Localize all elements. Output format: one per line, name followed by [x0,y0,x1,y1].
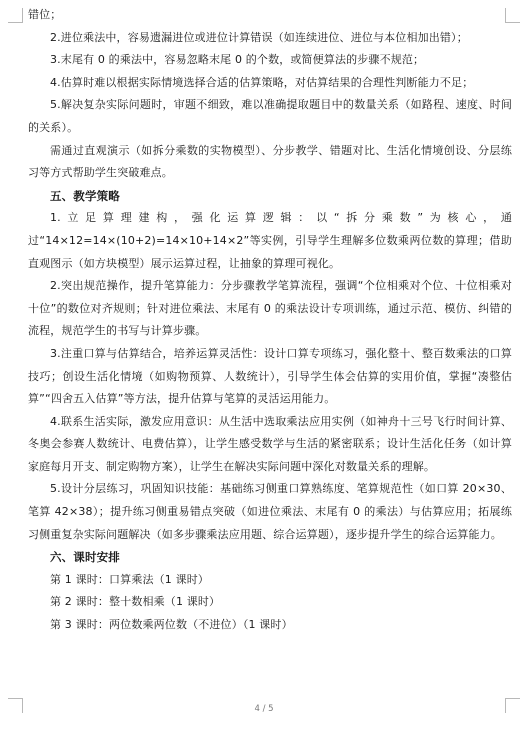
paragraph: 错位； [28,8,62,21]
paragraph: 4.联系生活实际，激发应用意识：从生活中选取乘法应用实例（如神舟十三号飞行时间计算、冬奥会参赛人数统计、电费估算），让学生感受数学与生活的紧密联系；设计生活化任务（如计算家庭每月开支、制定购物方案），让学生在解决实际问题中深化对数量关系的理解。 [28,414,512,473]
paragraph: 4.估算时难以根据实际情境选择合适的估算策略，对估算结果的合理性判断能力不足； [50,75,474,89]
paragraph: 第 1 课时：口算乘法（1 课时） [50,572,210,586]
paragraph: 2.进位乘法中，容易遗漏进位或进位计算错误（如连续进位、进位与本位相加出错）； [50,30,468,44]
section-heading: 六、课时安排 [50,550,120,565]
page-number: 4 / 5 [254,704,274,714]
paragraph: 2.突出规范操作，提升笔算能力：分步骤教学笔算流程，强调“个位相乘对个位、十位相乘对十位”的数位对齐规则；针对进位乘法、末尾有 0 的乘法设计专项训练，通过示范、模仿、纠错的流程，规范学生的书写与计算步骤。 [28,279,512,338]
paragraph: 5.解决复杂实际问题时，审题不细致，难以准确提取题目中的数量关系（如路程、速度、时间的关系）。 [28,98,512,134]
paragraph: 需通过直观演示（如拆分乘数的实物模型）、分步教学、错题对比、生活化情境创设、分层练习等方式帮助学生突破难点。 [28,143,512,180]
paragraph: 5.设计分层练习，巩固知识技能：基础练习侧重口算熟练度、笔算规范性（如口算 20×30、笔算 42×38）；提升练习侧重易错点突破（如进位乘法、末尾有 0 的乘法）与估算应用；拓展练习侧重复杂实际问题解决（如多步骤乘法应用题、综合运算题），逐步提升学生的综合运算能力。 [28,482,512,541]
paragraph: 3.注重口算与估算结合，培养运算灵活性：设计口算专项练习，强化整十、整百数乘法的口算技巧；创设生活化情境（如购物预算、人数统计），引导学生体会估算的实用价值，掌握“凑整估算”“四舍五入估算”等方法，提升估算与笔算的灵活运用能力。 [28,346,512,406]
section-heading: 五、教学策略 [50,188,120,203]
paragraph: 3.末尾有 0 的乘法中，容易忽略末尾 0 的个数，或简便算法的步骤不规范； [50,53,425,67]
document-body [28,4,512,637]
paragraph: 第 2 课时：整十数相乘（1 课时） [50,595,221,609]
crop-mark-top-left [8,8,23,23]
paragraph: 第 3 课时：两位数乘两位数（不进位）（1 课时） [50,618,293,632]
paragraph: 1.立足算理建构，强化运算逻辑：以“拆分乘数”为核心，通过“14×12=14×(10+2)=14×10+14×2”等实例，引导学生理解多位数乘两位数的算理；借助直观图示（如方块模型）展示运算过程，让抽象的算理可视化。 [28,211,512,270]
